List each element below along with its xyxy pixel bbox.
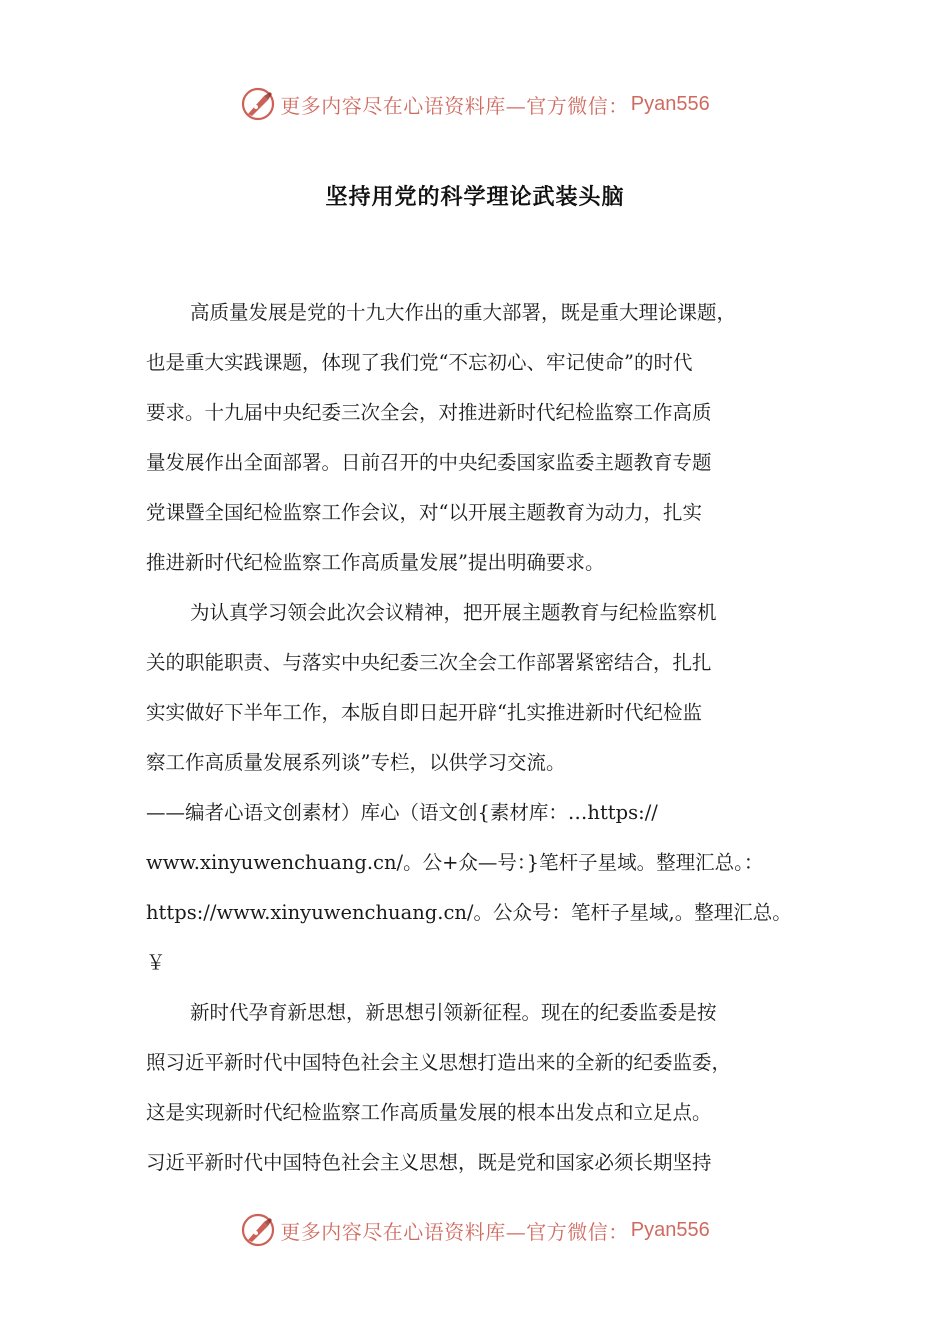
body-line: 新时代孕育新思想，新思想引领新征程。现在的纪委监委是按 — [190, 1001, 717, 1024]
body-line: 察工作高质量发展系列谈”专栏，以供学习交流。 — [146, 751, 566, 774]
pen-nib-logo-icon — [240, 1212, 276, 1248]
document-title: 坚持用党的科学理论武装头脑 — [325, 184, 625, 210]
body-line: 这是实现新时代纪检监察工作高质量发展的根本出发点和立足点。 — [146, 1101, 712, 1124]
body-line: https://www.xinyuwenchuang.cn/。公众号：笔杆子星域,。整理汇总。 — [146, 901, 792, 924]
document-body — [146, 288, 826, 1188]
body-line: 高质量发展是党的十九大作出的重大部署，既是重大理论课题， — [190, 301, 737, 324]
body-line: 量发展作出全面部署。日前召开的中央纪委国家监委主题教育专题 — [146, 451, 712, 474]
banner-wechat-id: Pyan556 — [630, 92, 710, 115]
body-line: 要求。十九届中央纪委三次全会，对推进新时代纪检监察工作高质 — [146, 401, 712, 424]
body-line: 党课暨全国纪检监察工作会议，对“以开展主题教育为动力，扎实 — [146, 501, 702, 524]
footer-watermark-banner — [0, 1210, 950, 1250]
body-line: www.xinyuwenchuang.cn/。公+众—号：}笔杆子星域。整理汇总。： — [146, 851, 764, 874]
pen-nib-logo-icon — [240, 86, 276, 122]
banner-text: 更多内容尽在心语资料库—官方微信： — [280, 1219, 629, 1244]
body-line: ——编者心语文创素材）库心（语文创{素材库：…https:// — [146, 801, 658, 824]
body-line: ￥ — [146, 951, 166, 974]
body-line: 推进新时代纪检监察工作高质量发展”提出明确要求。 — [146, 551, 605, 574]
banner-wechat-id: Pyan556 — [630, 1218, 710, 1241]
body-line: 也是重大实践课题，体现了我们党“不忘初心、牢记使命”的时代 — [146, 351, 693, 374]
body-line: 习近平新时代中国特色社会主义思想，既是党和国家必须长期坚持 — [146, 1151, 712, 1174]
body-line: 为认真学习领会此次会议精神，把开展主题教育与纪检监察机 — [190, 601, 717, 624]
body-line: 关的职能职责、与落实中央纪委三次全会工作部署紧密结合，扎扎 — [146, 651, 712, 674]
banner-text: 更多内容尽在心语资料库—官方微信： — [280, 93, 629, 118]
header-watermark-banner — [0, 84, 950, 124]
body-line: 实实做好下半年工作，本版自即日起开辟“扎实推进新时代纪检监 — [146, 701, 702, 724]
body-line: 照习近平新时代中国特色社会主义思想打造出来的全新的纪委监委， — [146, 1051, 732, 1074]
